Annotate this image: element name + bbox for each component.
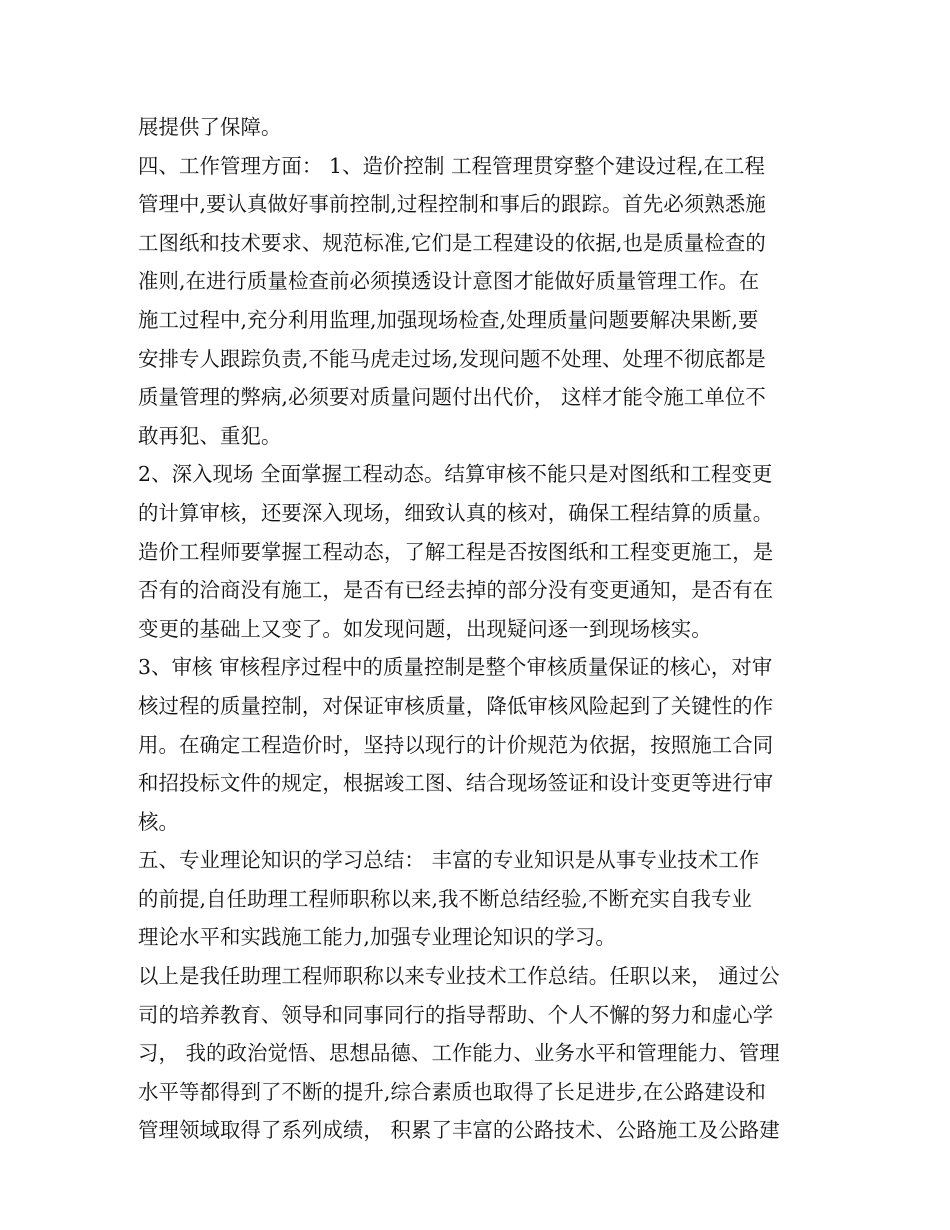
text-line: 和招投标文件的规定，根据竣工图、结合现场签证和设计变更等进行审 [138, 771, 774, 796]
text-line: 以上是我任助理工程师职称以来专业技术工作总结。任职以来， 通过公 [138, 964, 780, 989]
text-line: 用。在确定工程造价时，坚持以现行的计价规范为依据，按照施工合同 [138, 732, 774, 757]
text-line: 核。 [138, 809, 179, 834]
text-line: 变更的基础上又变了。如发现问题，出现疑问逐一到现场核实。 [138, 616, 712, 641]
body-text [138, 108, 818, 1150]
text-line: 五、专业理论知识的学习总结： 丰富的专业知识是从事专业技术工作 [138, 848, 760, 873]
text-line: 展提供了保障。 [138, 115, 282, 139]
text-line: 管理中,要认真做好事前控制,过程控制和事后的跟踪。首先必须熟悉施 [138, 192, 766, 217]
text-line: 3、审核 审核程序过程中的质量控制是整个审核质量保证的核心，对审 [138, 655, 773, 680]
text-line: 司的培养教育、领导和同事同行的指导帮助、个人不懈的努力和虚心学 [138, 1002, 774, 1027]
text-line: 准则,在进行质量检查前必须摸透设计意图才能做好质量管理工作。在 [138, 269, 760, 294]
text-line: 2、深入现场 全面掌握工程动态。结算审核不能只是对图纸和工程变更 [138, 462, 773, 487]
text-line: 否有的洽商没有施工，是否有已经去掉的部分没有变更通知，是否有在 [138, 578, 774, 603]
text-line: 核过程的质量控制，对保证审核质量，降低审核风险起到了关键性的作 [138, 693, 774, 718]
text-line: 工图纸和技术要求、规范标准,它们是工程建设的依据,也是质量检查的 [138, 230, 766, 255]
text-line: 四、工作管理方面： 1、造价控制 工程管理贯穿整个建设过程,在工程 [138, 153, 766, 178]
text-line: 习， 我的政治觉悟、思想品德、工作能力、业务水平和管理能力、管理 [138, 1041, 780, 1066]
text-line: 安排专人跟踪负责,不能马虎走过场,发现问题不处理、处理不彻底都是 [138, 346, 766, 371]
text-line: 施工过程中,充分利用监理,加强现场检查,处理质量问题要解决果断,要 [138, 307, 759, 332]
text-line: 水平等都得到了不断的提升,综合素质也取得了长足进步,在公路建设和 [138, 1079, 766, 1104]
text-line: 造价工程师要掌握工程动态，了解工程是否按图纸和工程变更施工，是 [138, 539, 774, 564]
text-line: 质量管理的弊病,必须要对质量问题付出代价， 这样才能令施工单位不 [138, 385, 766, 410]
text-line: 管理领域取得了系列成绩， 积累了丰富的公路技术、公路施工及公路建 [138, 1118, 780, 1143]
text-line: 敢再犯、重犯。 [138, 423, 282, 448]
text-line: 的计算审核，还要深入现场，细致认真的核对，确保工程结算的质量。 [138, 500, 774, 525]
text-line: 理论水平和实践施工能力,加强专业理论知识的学习。 [138, 925, 616, 950]
text-line: 的前提,自任助理工程师职称以来,我不断总结经验,不断充实自我专业 [138, 886, 752, 911]
